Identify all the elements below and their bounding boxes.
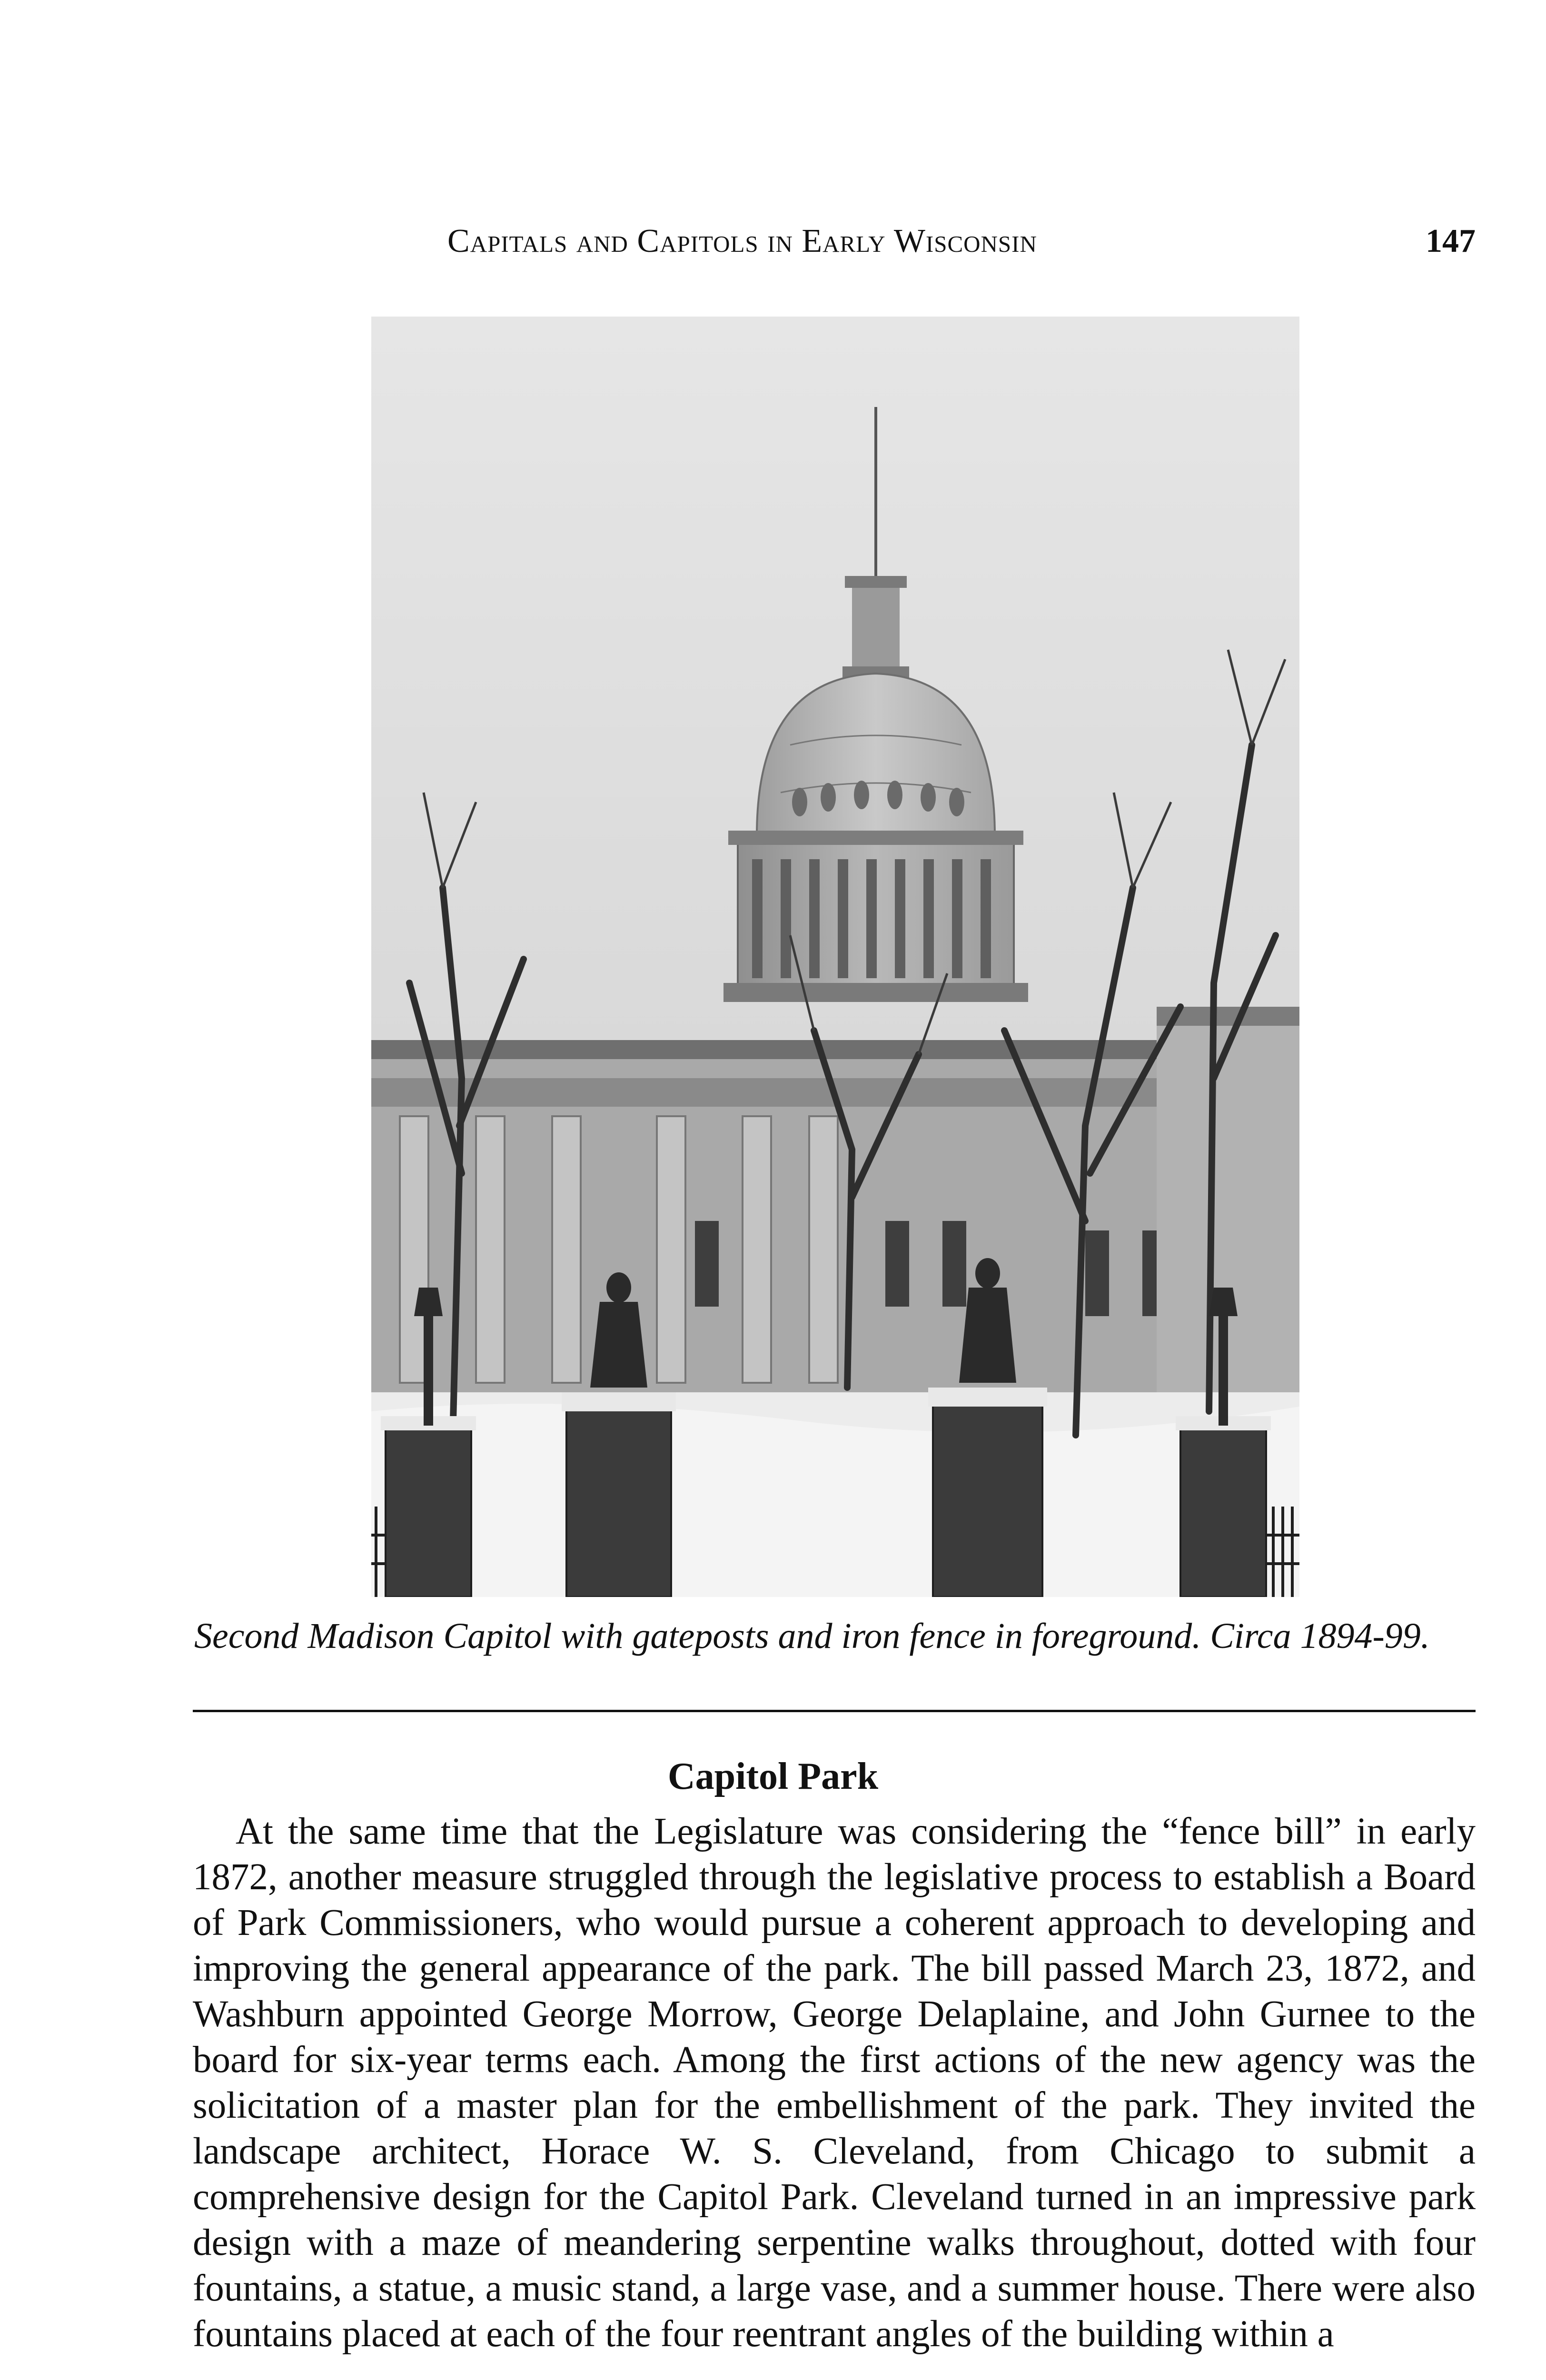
capitol-photo-illustration bbox=[371, 317, 1299, 1597]
caption-divider-rule bbox=[193, 1710, 1476, 1712]
capitol-photograph bbox=[371, 317, 1299, 1597]
body-paragraph: At the same time that the Legislature was considering the “fence bill” in early 1872, another measure struggled through the legislative process to establish a Board of Park Commissioners, who would pursue a coherent approach to developing and improving the general appearance of the park. The bill passed March 23, 1872, and Washburn appointed George Morrow, George Delaplaine, and John Gurnee to the board for six-year terms each. Among the first actions of the new agency was the solicitation of a master plan for the embellishment of the park. They invited the landscape architect, Horace W. S. Cleveland, from Chicago to submit a comprehensive design for the Capitol Park. Cleveland turned in an impressive park design with a maze of meandering serpentine walks throughout, dotted with four fountains, a statue, a music stand, a large vase, and a summer house. There were also fountains placed at each of the four reentrant angles of the building within a bbox=[193, 1811, 1476, 2355]
page-number: 147 bbox=[1426, 223, 1476, 259]
section-heading: Capitol Park bbox=[667, 1755, 879, 1797]
figure-caption: Second Madison Capitol with gateposts and iron fence in foreground. Circa 1894-99. bbox=[194, 1616, 1430, 1656]
running-head: Capitals and Capitols in Early Wisconsin bbox=[447, 223, 1037, 259]
